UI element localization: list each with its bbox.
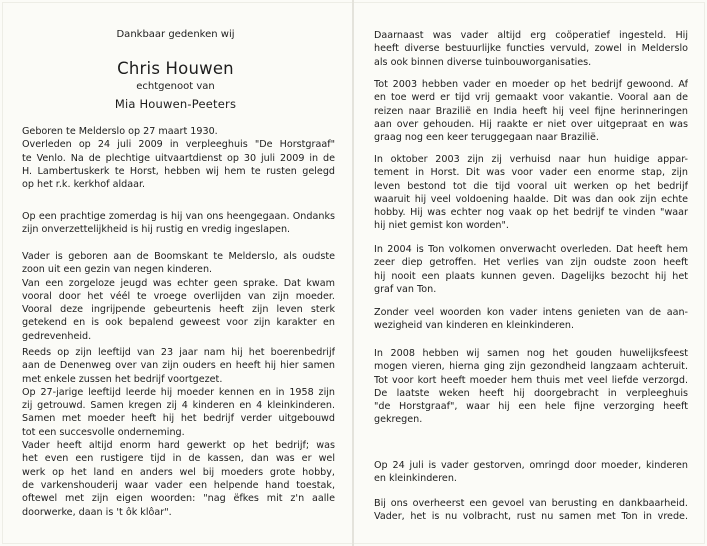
text-line: met enkele zussen het bedrijf voortgezet. (22, 373, 223, 385)
text-line: hij niet gemist kon worden". (374, 220, 509, 232)
text-line: Zonder veel woorden kon vader intens genieten van de aan- (374, 307, 688, 318)
text-line: hobby. Hij was echter nog vaak op het bedrijf te vinden "waar (374, 207, 688, 219)
text-line: In 2004 is Ton volkomen onverwacht overleden. Dat heeft hem (374, 244, 688, 255)
text-line: het even een rustigere tijd in de kassen, dan was er wel (22, 453, 335, 465)
paragraph-birth-death (22, 125, 335, 191)
text-line: te Venlo. Na de plechtige uitvaartdienst op 30 juli 2009 in de (22, 152, 335, 164)
deceased-name: Chris Houwen (117, 59, 234, 78)
text-line: Samen met moeder heeft hij het bedrijf verder uitgebouwd (22, 413, 335, 425)
text-line: wezigheid van kinderen en kleinkinderen. (374, 320, 575, 332)
text-line: vooral door het véél te vroege overlijden van zijn moeder. (22, 290, 335, 302)
text-line: Tot voor kort heeft moeder hem thuis met veel liefde verzorgd. (374, 374, 688, 386)
paragraph-youth (22, 250, 335, 343)
text-line: zij getrouwd. Samen kregen zij 4 kinderen en 4 kleinkinderen. (22, 400, 335, 412)
text-line: Bij ons overheerst een gevoel van berusting en dankbaarheid. (374, 498, 688, 509)
text-line: Geboren te Melderslo op 27 maart 1930. (22, 126, 218, 137)
text-line: reizen naar Brazilië en India heeft hij veel fijne herinneringen (374, 105, 688, 117)
text-line: en toe werd er tijd vrij gemaakt voor vakantie. Vooral aan de (374, 92, 688, 104)
fold-divider (352, 0, 354, 546)
text-line: H. Lambertuskerk te Horst, hebben wij hem te rusten gelegd (22, 165, 335, 177)
paragraph-travel (374, 78, 688, 144)
text-line: heeft diverse bestuurlijke functies vervuld, zowel in Melderslo (374, 43, 688, 55)
text-line: aan over gehouden. Hij raakte er niet over uitgepraat en was (374, 118, 688, 130)
text-line: zoon uit een gezin van negen kinderen. (22, 264, 213, 276)
text-line: getekend en is ook bepalend geweest voor zijn karakter en (22, 317, 335, 329)
paragraph-cooperative (374, 29, 688, 69)
text-line: De laatste weken heeft hij doorgebracht in verpleeghuis (374, 387, 688, 399)
text-line: tot een succesvolle onderneming. (22, 426, 185, 438)
text-line: waaruit hij veel voldoening haalde. Dit was dan ook zijn echte (374, 193, 688, 205)
text-line: In oktober 2003 zijn zij verhuisd naar hun huidige appar- (374, 154, 688, 165)
text-line: op het r.k. kerkhof aldaar. (22, 179, 146, 191)
text-line: graag nog een keer teruggegaan naar Brazilië. (374, 132, 599, 144)
text-line: tement in Horst. Dit was voor vader een enorme stap, zijn (374, 167, 688, 179)
text-line: de varkenshouderij waar vader een helpende hand toestak, (22, 479, 335, 491)
text-line: Daarnaast was vader altijd erg coöperatief ingesteld. Hij (374, 30, 688, 41)
spouse-label: echtgenoot van (136, 81, 215, 92)
text-line: Overleden op 24 juli 2009 in verpleeghuis "De Horstgraaf" (22, 139, 335, 151)
paragraph-move (374, 153, 688, 233)
spouse-name: Mia Houwen-Peeters (114, 97, 237, 111)
text-line: mogen vieren, hierna ging zijn gezondheid langzaam achteruit. (374, 361, 688, 373)
left-page (0, 0, 351, 546)
text-line: gekregen. (374, 414, 423, 426)
text-line: aan de Denenweg over van zijn ouders en heeft hij hier samen (22, 360, 335, 372)
paragraph-ton (374, 243, 688, 296)
right-page (356, 0, 707, 546)
text-line: en kleinkinderen. (374, 473, 457, 485)
text-line: zeer diep getroffen. Het verlies van zijn oudste zoon heeft (374, 257, 688, 269)
text-line: graf van Ton. (374, 283, 437, 295)
text-line: hij nooit een plaats kunnen geven. Dagelijks bezocht hij het (374, 270, 688, 282)
text-line: Op 24 juli is vader gestorven, omringd door moeder, kinderen (374, 460, 688, 471)
paragraph-grandchildren (374, 306, 688, 333)
text-line: doorwerke, daan is 't ôk klôar". (22, 506, 172, 518)
text-line: werk op het land en anders wel bij moeders grote hobby, (22, 466, 335, 478)
text-line: Tot 2003 hebben vader en moeder op het bedrijf gewoond. Af (374, 79, 688, 90)
text-line: Vader heeft altijd enorm hard gewerkt op het bedrijf; was (22, 440, 335, 452)
text-line: zijn onverzettelijkheid is hij rustig en vredig ingeslapen. (22, 224, 291, 236)
intro-line: Dankbaar gedenken wij (116, 29, 235, 40)
text-line: Vooral deze ingrijpende gebeurtenis heeft zijn leven sterk (22, 304, 335, 316)
text-line: Op 27-jarige leeftijd leerde hij moeder kennen en in 1958 zijn (22, 386, 335, 398)
paragraph-anniversary (374, 347, 688, 427)
text-line: Vader is geboren aan de Boomskant te Melderslo, als oudste (22, 251, 335, 262)
paragraph-career (22, 346, 335, 519)
text-line: Van een zorgeloze jeugd was echter geen sprake. Dat kwam (22, 277, 335, 289)
text-line: als ook binnen diverse tuinbouworganisaties. (374, 56, 592, 68)
text-line: In 2008 hebben wij samen nog het gouden huwelijksfeest (374, 348, 688, 359)
text-line: oftewel met zijn eigen woorden: "nag ëfkes mit z'n aalle (22, 493, 335, 505)
paragraph-death (374, 459, 688, 486)
paragraph-closing (374, 497, 688, 524)
text-line: leven bestond tot die tijd vooral uit werken op het bedrijf (374, 180, 688, 192)
text-line: Vader, het is nu volbracht, rust nu samen met Ton in vrede. (374, 511, 688, 523)
text-line: Op een prachtige zomerdag is hij van ons heengegaan. Ondanks (22, 211, 335, 222)
text-line: gedrevenheid. (22, 330, 92, 342)
text-line: Reeds op zijn leeftijd van 23 jaar nam hij het boerenbedrijf (22, 347, 335, 358)
text-line: "de Horstgraaf", waar hij een hele fijne verzorging heeft (374, 401, 688, 413)
paragraph-passing (22, 210, 335, 237)
